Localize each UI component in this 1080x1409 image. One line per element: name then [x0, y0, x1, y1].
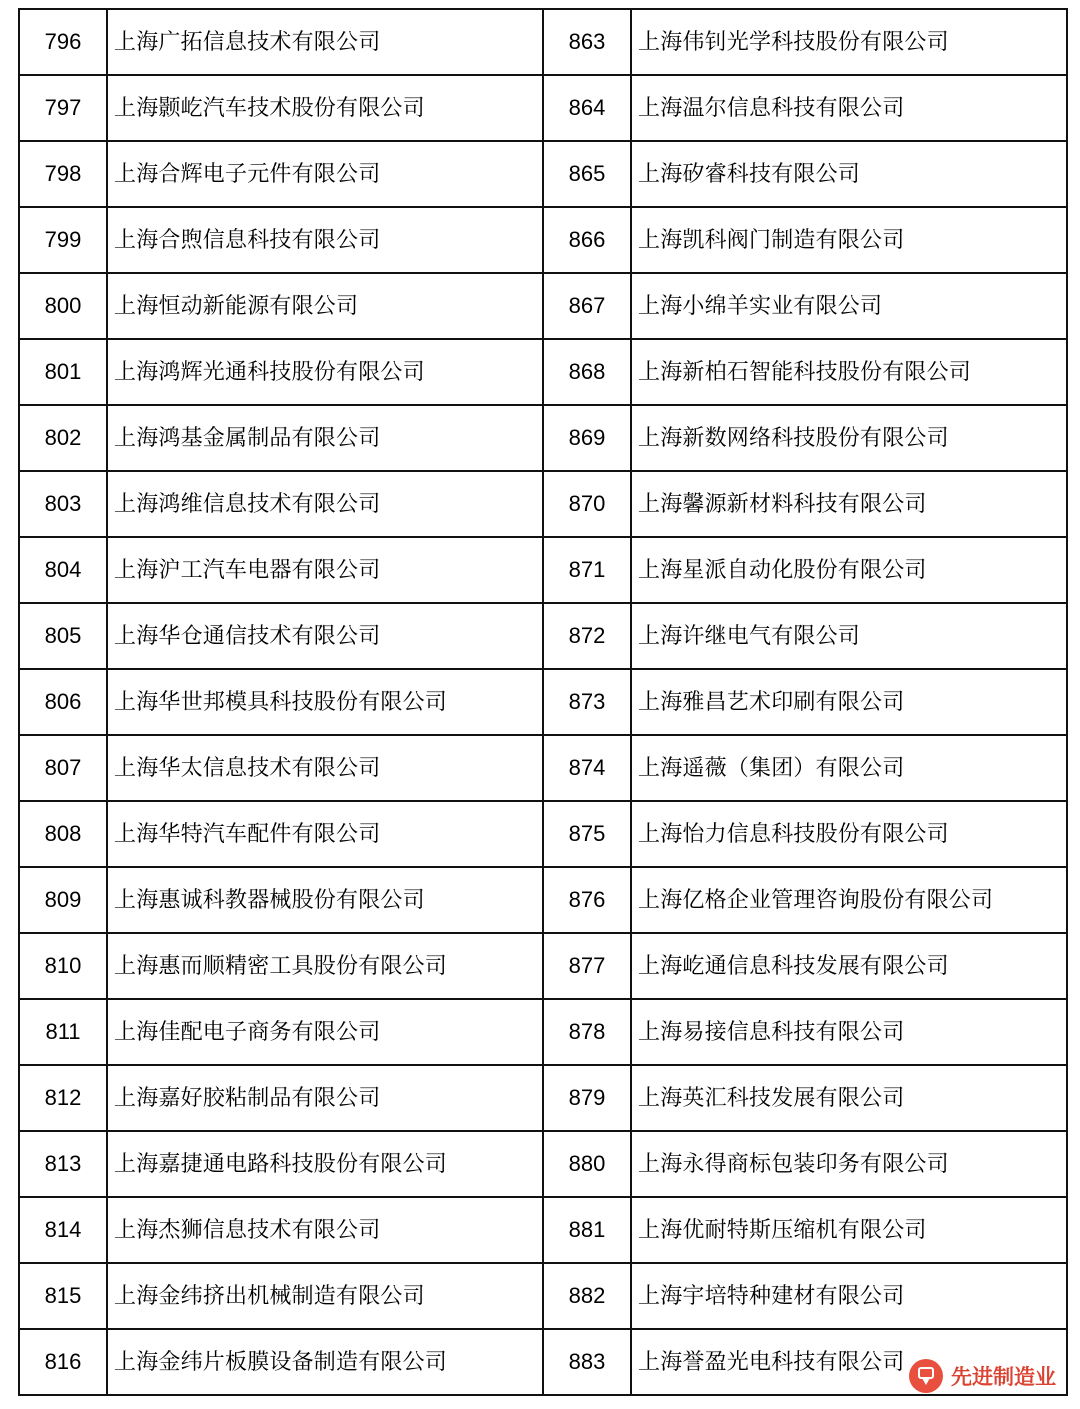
table-row — [19, 867, 1067, 933]
row-number-left: 816 — [19, 1329, 107, 1395]
company-name-right: 上海宇培特种建材有限公司 — [631, 1263, 1067, 1329]
company-name-right: 上海小绵羊实业有限公司 — [631, 273, 1067, 339]
company-name-left: 上海沪工汽车电器有限公司 — [107, 537, 543, 603]
company-name-left: 上海鸿基金属制品有限公司 — [107, 405, 543, 471]
company-name-right: 上海新柏石智能科技股份有限公司 — [631, 339, 1067, 405]
table-row — [19, 1131, 1067, 1197]
row-number-left: 804 — [19, 537, 107, 603]
row-number-right: 871 — [543, 537, 631, 603]
company-name-right: 上海雅昌艺术印刷有限公司 — [631, 669, 1067, 735]
row-number-left: 815 — [19, 1263, 107, 1329]
company-name-right: 上海英汇科技发展有限公司 — [631, 1065, 1067, 1131]
row-number-left: 810 — [19, 933, 107, 999]
company-name-left: 上海华世邦模具科技股份有限公司 — [107, 669, 543, 735]
table-row — [19, 207, 1067, 273]
company-name-right: 上海凯科阀门制造有限公司 — [631, 207, 1067, 273]
table-row — [19, 1263, 1067, 1329]
table-row — [19, 1065, 1067, 1131]
table-row — [19, 9, 1067, 75]
watermark-label: 先进制造业 — [951, 1366, 1056, 1389]
row-number-left: 811 — [19, 999, 107, 1065]
row-number-right: 880 — [543, 1131, 631, 1197]
company-name-right: 上海誉盈光电科技有限公司 — [631, 1329, 1067, 1395]
company-name-left: 上海华仓通信技术有限公司 — [107, 603, 543, 669]
table-row — [19, 801, 1067, 867]
row-number-right: 866 — [543, 207, 631, 273]
row-number-left: 806 — [19, 669, 107, 735]
row-number-left: 813 — [19, 1131, 107, 1197]
row-number-left: 808 — [19, 801, 107, 867]
row-number-right: 876 — [543, 867, 631, 933]
company-name-right: 上海永得商标包装印务有限公司 — [631, 1131, 1067, 1197]
company-name-left: 上海恒动新能源有限公司 — [107, 273, 543, 339]
row-number-left: 802 — [19, 405, 107, 471]
company-name-right: 上海馨源新材料科技有限公司 — [631, 471, 1067, 537]
row-number-left: 801 — [19, 339, 107, 405]
company-name-left: 上海嘉捷通电路科技股份有限公司 — [107, 1131, 543, 1197]
table-row — [19, 933, 1067, 999]
row-number-left: 805 — [19, 603, 107, 669]
company-name-right: 上海星派自动化股份有限公司 — [631, 537, 1067, 603]
table-row — [19, 339, 1067, 405]
company-name-left: 上海金纬片板膜设备制造有限公司 — [107, 1329, 543, 1395]
company-name-right: 上海遥薇（集团）有限公司 — [631, 735, 1067, 801]
row-number-right: 868 — [543, 339, 631, 405]
row-number-right: 870 — [543, 471, 631, 537]
row-number-right: 875 — [543, 801, 631, 867]
company-name-left: 上海嘉好胶粘制品有限公司 — [107, 1065, 543, 1131]
company-name-right: 上海伟钊光学科技股份有限公司 — [631, 9, 1067, 75]
row-number-left: 807 — [19, 735, 107, 801]
row-number-right: 873 — [543, 669, 631, 735]
row-number-right: 867 — [543, 273, 631, 339]
row-number-left: 799 — [19, 207, 107, 273]
row-number-right: 881 — [543, 1197, 631, 1263]
row-number-left: 800 — [19, 273, 107, 339]
table-row — [19, 141, 1067, 207]
table-row — [19, 669, 1067, 735]
company-name-left: 上海杰狮信息技术有限公司 — [107, 1197, 543, 1263]
company-name-right: 上海亿格企业管理咨询股份有限公司 — [631, 867, 1067, 933]
company-name-left: 上海鸿维信息技术有限公司 — [107, 471, 543, 537]
company-name-left: 上海佳配电子商务有限公司 — [107, 999, 543, 1065]
row-number-right: 879 — [543, 1065, 631, 1131]
company-name-left: 上海惠而顺精密工具股份有限公司 — [107, 933, 543, 999]
table-row — [19, 75, 1067, 141]
company-listing-table — [18, 8, 1068, 1396]
company-name-right: 上海温尔信息科技有限公司 — [631, 75, 1067, 141]
table-row — [19, 471, 1067, 537]
table-row — [19, 999, 1067, 1065]
row-number-right: 863 — [543, 9, 631, 75]
row-number-left: 812 — [19, 1065, 107, 1131]
company-name-left: 上海惠诚科教器械股份有限公司 — [107, 867, 543, 933]
company-name-left: 上海金纬挤出机械制造有限公司 — [107, 1263, 543, 1329]
table-row — [19, 735, 1067, 801]
company-name-left: 上海鸿辉光通科技股份有限公司 — [107, 339, 543, 405]
company-name-right: 上海优耐特斯压缩机有限公司 — [631, 1197, 1067, 1263]
company-name-left: 上海华太信息技术有限公司 — [107, 735, 543, 801]
row-number-right: 874 — [543, 735, 631, 801]
row-number-left: 798 — [19, 141, 107, 207]
table-row — [19, 1329, 1067, 1395]
table-row — [19, 603, 1067, 669]
company-name-right: 上海屹通信息科技发展有限公司 — [631, 933, 1067, 999]
company-name-right: 上海易接信息科技有限公司 — [631, 999, 1067, 1065]
row-number-right: 882 — [543, 1263, 631, 1329]
company-name-left: 上海合辉电子元件有限公司 — [107, 141, 543, 207]
table-row — [19, 405, 1067, 471]
table-row — [19, 537, 1067, 603]
row-number-right: 869 — [543, 405, 631, 471]
row-number-left: 809 — [19, 867, 107, 933]
row-number-right: 878 — [543, 999, 631, 1065]
company-name-left: 上海广拓信息技术有限公司 — [107, 9, 543, 75]
row-number-right: 864 — [543, 75, 631, 141]
company-name-right: 上海矽睿科技有限公司 — [631, 141, 1067, 207]
row-number-left: 797 — [19, 75, 107, 141]
row-number-right: 872 — [543, 603, 631, 669]
row-number-left: 803 — [19, 471, 107, 537]
company-name-left: 上海华特汽车配件有限公司 — [107, 801, 543, 867]
table-row — [19, 273, 1067, 339]
table-row — [19, 1197, 1067, 1263]
company-name-right: 上海怡力信息科技股份有限公司 — [631, 801, 1067, 867]
table-body — [19, 9, 1067, 1395]
company-name-right: 上海许继电气有限公司 — [631, 603, 1067, 669]
row-number-right: 877 — [543, 933, 631, 999]
company-name-right: 上海新数网络科技股份有限公司 — [631, 405, 1067, 471]
row-number-left: 796 — [19, 9, 107, 75]
company-name-left: 上海合煦信息科技有限公司 — [107, 207, 543, 273]
company-name-left: 上海颢屹汽车技术股份有限公司 — [107, 75, 543, 141]
row-number-left: 814 — [19, 1197, 107, 1263]
row-number-right: 883 — [543, 1329, 631, 1395]
row-number-right: 865 — [543, 141, 631, 207]
